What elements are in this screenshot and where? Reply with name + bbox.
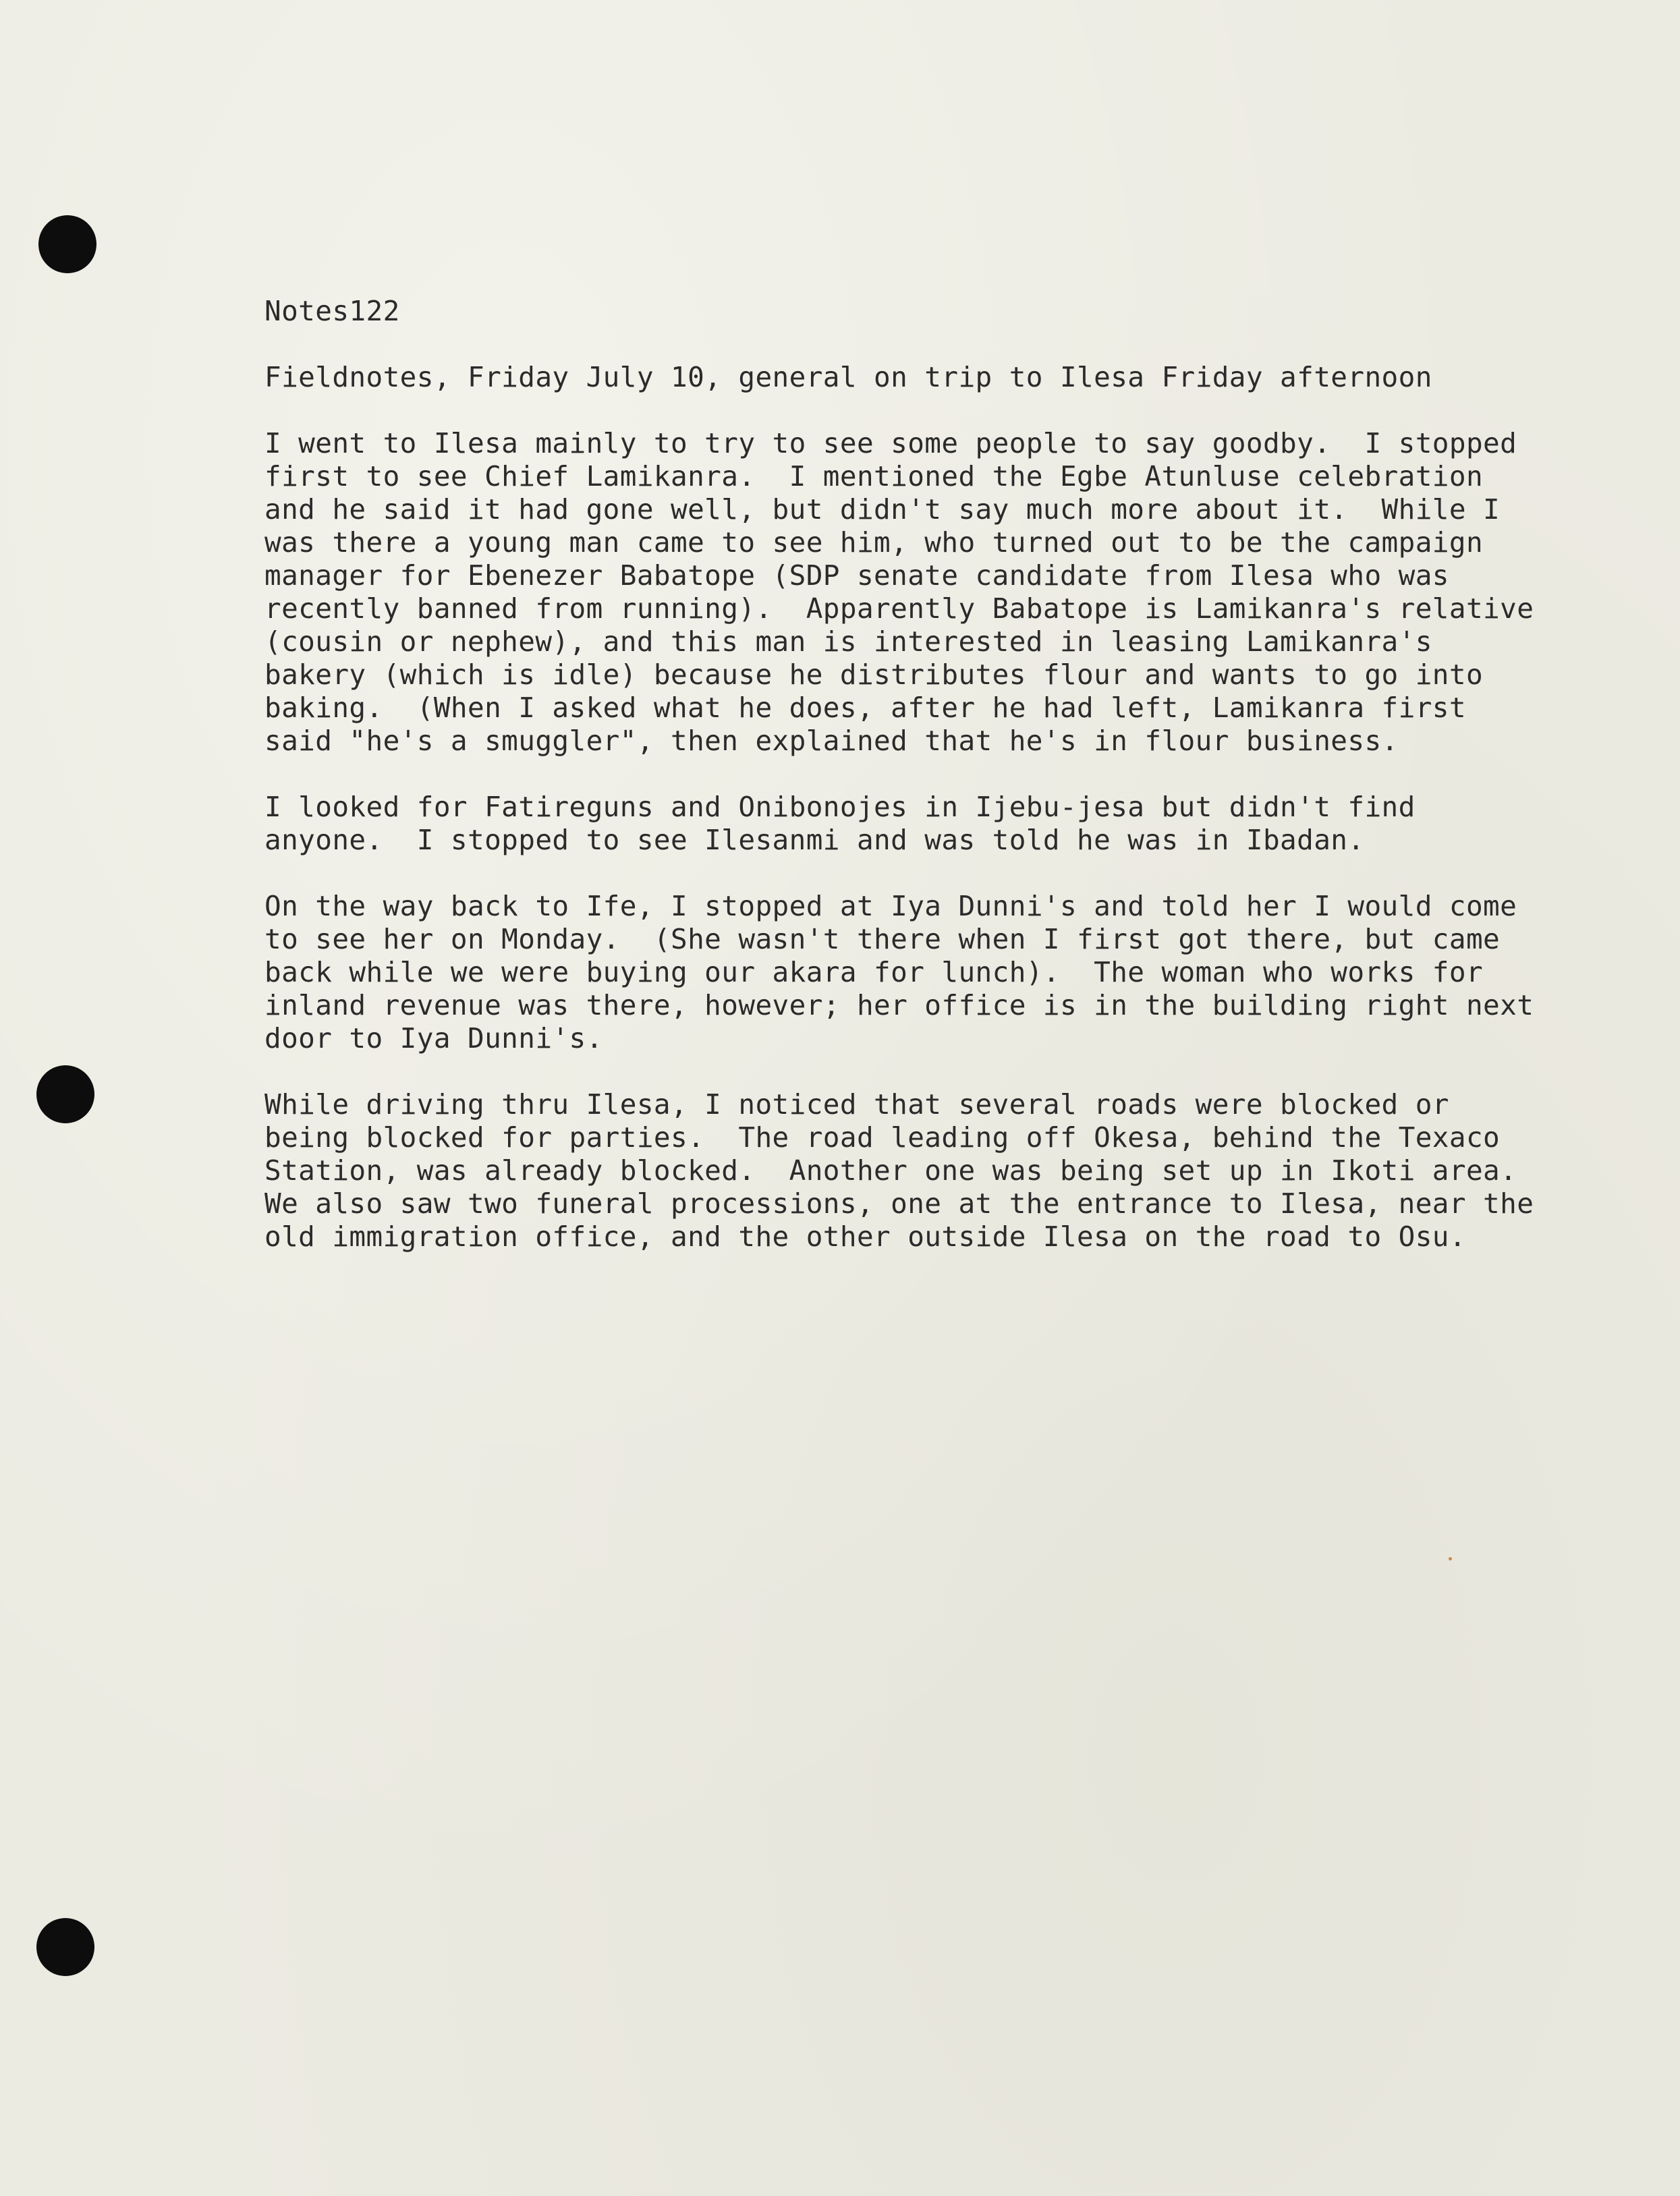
paragraph-line: first to see Chief Lamikanra. I mentioned the Egbe Atunluse celebration [264, 460, 1484, 492]
paragraph-line: While driving thru Ilesa, I noticed that several roads were blocked or [264, 1088, 1449, 1121]
spacer [264, 328, 1627, 361]
paragraph-line: bakery (which is idle) because he distributes flour and wants to go into [264, 658, 1484, 691]
paragraph-line: anyone. I stopped to see Ilesanmi and was told he was in Ibadan. [264, 824, 1365, 856]
paragraph-line: We also saw two funeral processions, one at the entrance to Ilesa, near the [264, 1187, 1534, 1220]
paragraph-line: to see her on Monday. (She wasn't there when I first got there, but came [264, 923, 1501, 955]
paragraph-line: Station, was already blocked. Another one was being set up in Ikoti area. [264, 1154, 1517, 1187]
paragraph-line: back while we were buying our akara for lunch). The woman who works for [264, 956, 1484, 988]
paragraph-line: was there a young man came to see him, who turned out to be the campaign [264, 526, 1484, 559]
paragraph-1 [264, 427, 1627, 758]
paragraph-4 [264, 1088, 1627, 1254]
paragraph-line: (cousin or nephew), and this man is interested in leasing Lamikanra's [264, 625, 1432, 658]
document-title: Fieldnotes, Friday July 10, general on trip to Ilesa Friday afternoon [264, 361, 1432, 393]
paragraph-line: recently banned from running). Apparently Babatope is Lamikanra's relative [264, 592, 1534, 625]
paragraph-line: I looked for Fatireguns and Onibonojes in Ijebu-jesa but didn't find [264, 791, 1416, 823]
paragraph-line: manager for Ebenezer Babatope (SDP senate candidate from Ilesa who was [264, 559, 1449, 592]
punch-hole-bottom [36, 1918, 94, 1976]
paragraph-line: On the way back to Ife, I stopped at Iya Dunni's and told her I would come [264, 890, 1517, 922]
paragraph-line: I went to Ilesa mainly to try to see some people to say goodby. I stopped [264, 427, 1517, 459]
document-id: Notes122 [264, 295, 400, 327]
paragraph-line: baking. (When I asked what he does, after he had left, Lamikanra first [264, 692, 1466, 724]
paragraph-line: and he said it had gone well, but didn't say much more about it. While I [264, 493, 1501, 526]
paragraph-line: said "he's a smuggler", then explained that he's in flour business. [264, 725, 1399, 757]
spacer [264, 758, 1627, 791]
punch-hole-top [38, 215, 96, 273]
spacer [264, 857, 1627, 890]
paper-speck [1449, 1557, 1452, 1560]
spacer [264, 1055, 1627, 1088]
spacer [264, 394, 1627, 427]
paragraph-2 [264, 791, 1627, 857]
punch-hole-middle [36, 1065, 94, 1123]
paragraph-line: door to Iya Dunni's. [264, 1022, 603, 1054]
paragraph-3 [264, 890, 1627, 1055]
paragraph-line: being blocked for parties. The road leading off Okesa, behind the Texaco [264, 1121, 1501, 1154]
paragraph-line: inland revenue was there, however; her office is in the building right next [264, 989, 1534, 1021]
typed-notes [264, 295, 1627, 1254]
paragraph-line: old immigration office, and the other outside Ilesa on the road to Osu. [264, 1220, 1466, 1253]
